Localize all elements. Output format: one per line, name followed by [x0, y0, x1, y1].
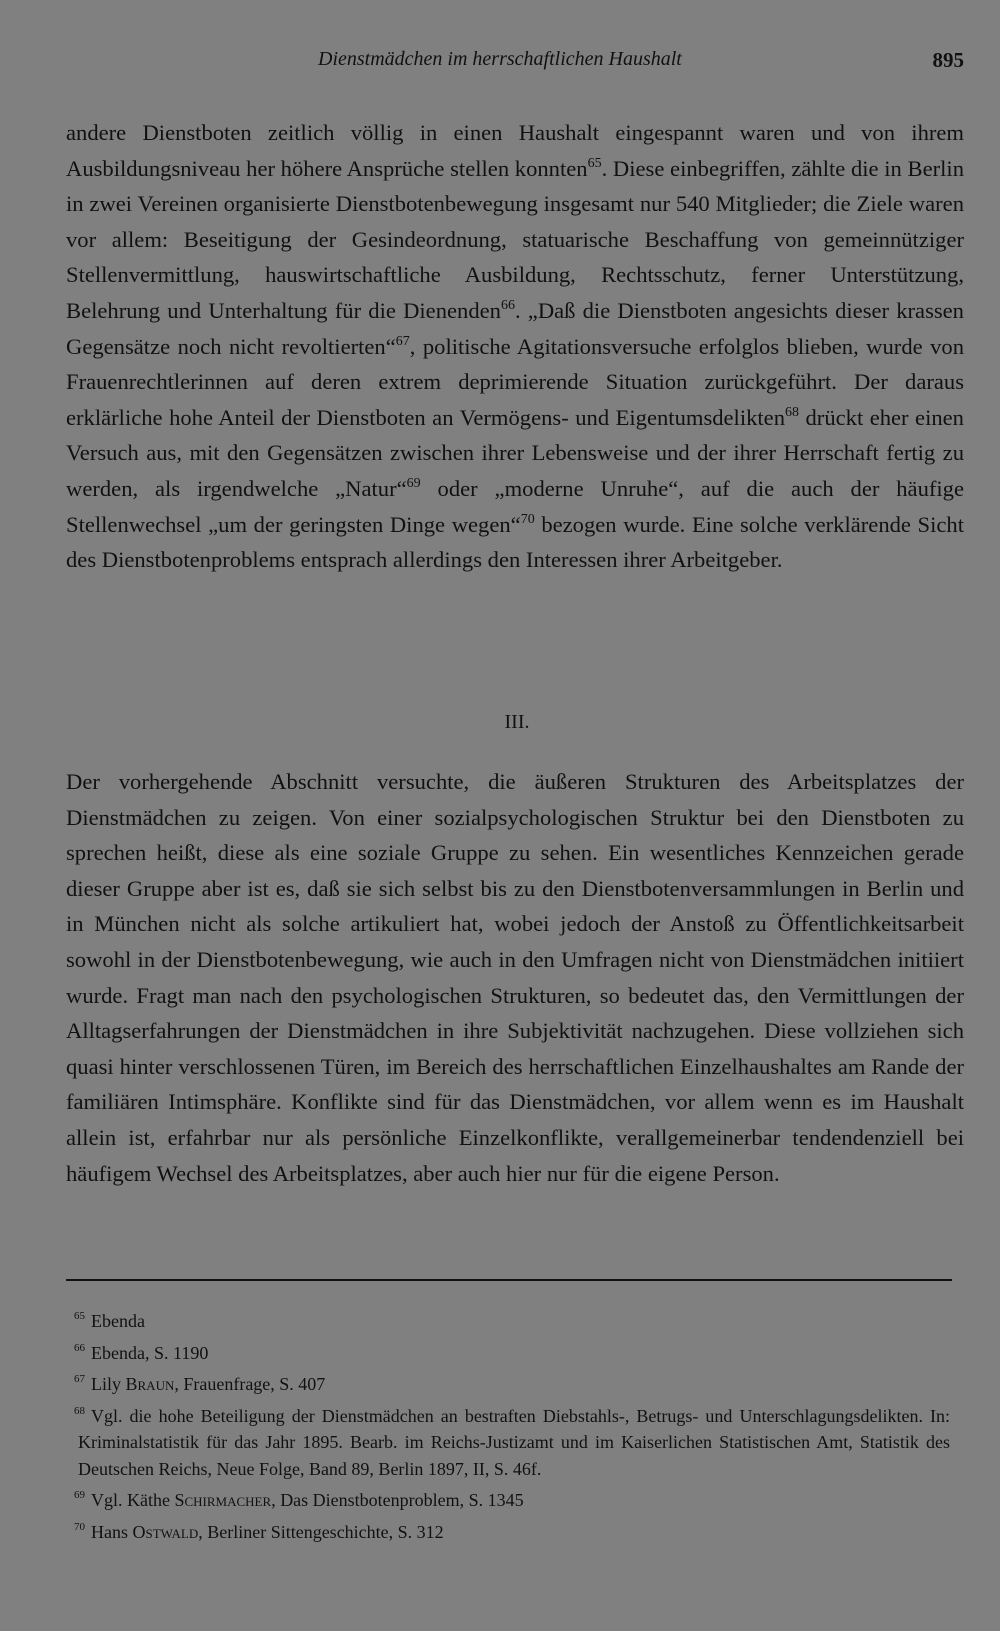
footnote-number: 67	[74, 1373, 85, 1385]
footnote-68	[60, 1398, 950, 1483]
footnote-number: 66	[74, 1341, 85, 1354]
footnote-text-post: , Frauenfrage, S. 407	[174, 1374, 326, 1394]
page-number: 895	[932, 48, 964, 72]
footnote-ref-67: 67	[395, 333, 410, 349]
footnote-divider	[66, 1279, 952, 1281]
footnote-text-pre: Vgl. Käthe	[91, 1490, 175, 1510]
footnote-number: 65	[74, 1310, 85, 1322]
footnote-number: 69	[74, 1489, 85, 1501]
footnotes	[60, 1303, 950, 1545]
paragraph-1-text-3: . „Daß die Dienstboten angesichts dieser krassen Gegensätze noch nicht revoltierten“	[66, 297, 964, 359]
footnote-66	[60, 1335, 950, 1367]
footnote-70	[60, 1514, 950, 1546]
footnote-text: Ebenda	[91, 1311, 145, 1331]
paragraph-1-text-6: oder „moderne Unruhe“, auf die auch der häufige Stellenwechsel „um der geringsten Dinge wegen“	[66, 475, 965, 537]
footnote-ref-66: 66	[500, 297, 515, 313]
footnote-text-post: , Berliner Sittengeschichte, S. 312	[198, 1521, 444, 1542]
paragraph-1-text-5: drückt eher einen Versuch aus, mit den Gegensätzen zwischen ihrer Lebensweise und der ihrer Herrschaft fertig zu werden, als irgendwelche „Natur“	[66, 404, 964, 501]
footnote-ref-69: 69	[406, 475, 421, 491]
footnote-text: Ebenda, S. 1190	[91, 1342, 209, 1363]
paragraph-1-text-2: . Diese einbegriffen, zählte die in Berlin in zwei Vereinen organisierte Dienstbotenbewegung insgesamt nur 540 Mitglieder; die Ziele waren vor allem: Beseitigung der Gesindeordnung, statuarische Beschaffung von gemeinnütziger Stellenvermittlung, hauswirtschaftliche Ausbildung, Rechtsschutz, ferner Unterstützung, Belehrung und Unterhaltung für die Dienenden	[66, 155, 964, 323]
footnote-ref-68: 68	[785, 404, 800, 420]
paragraph-1-text-4: , politische Agitationsversuche erfolglos blieben, wurde von Frauenrechtlerinnen auf deren extrem deprimierende Situation zurückgeführt. Der daraus erklärliche hohe Anteil der Dienstboten an Vermögens- und Eigentumsdelikten	[66, 333, 964, 430]
running-title: Dienstmädchen im herrschaftlichen Haushalt	[318, 48, 682, 70]
body-paragraph-1	[66, 115, 964, 578]
footnote-65	[60, 1303, 950, 1335]
footnote-ref-65: 65	[587, 155, 602, 171]
author-name: Schirmacher	[174, 1490, 272, 1510]
section-heading: III.	[504, 711, 530, 733]
body-paragraph-2: Der vorhergehende Abschnitt versuchte, die äußeren Strukturen des Arbeitsplatzes der Dienstmädchen zu zeigen. Von einer sozialpsychologischen Struktur bei den Dienstboten zu sprechen heißt, diese als eine soziale Gruppe zu sehen. Ein wesentliches Kennzeichen gerade dieser Gruppe aber ist es, daß sie sich selbst bis zu den Dienstbotenversammlungen in Berlin und in München nicht als solche artikuliert hat, wobei jedoch der Anstoß zu Öffentlichkeitsarbeit sowohl in der Dienstbotenbewegung, wie auch in den Umfragen nicht von Dienstmädchen initiiert wurde. Fragt man nach den psychologischen Strukturen, so bedeutet das, den Vermittlungen der Alltagserfahrungen der Dienstmädchen in ihre Subjektivität nachzugehen. Diese vollziehen sich quasi hinter verschlossenen Türen, im Bereich des herrschaftlichen Einzelhaushaltes am Rande der familiären Intimsphäre. Konflikte sind für das Dienstmädchen, vor allem wenn es im Haushalt allein ist, erfahrbar nur als persönliche Einzelkonflikte, verallgemeinerbar tendendenziell bei häufigem Wechsel des Arbeitsplatzes, aber auch hier nur für die eigene Person.	[66, 769, 964, 1186]
footnote-text-pre: Lily	[91, 1374, 126, 1394]
footnote-ref-70: 70	[520, 511, 535, 527]
paragraph-1-text-1: andere Dienstboten zeitlich völlig in einen Haushalt eingespannt waren und von ihrem Ausbildungsniveau her höhere Ansprüche stellen konnten	[66, 120, 964, 181]
footnote-number: 68	[74, 1404, 85, 1417]
running-head	[0, 44, 1000, 84]
footnote-67	[60, 1366, 950, 1398]
author-name: Braun	[125, 1374, 175, 1394]
author-name: Ostwald	[132, 1521, 199, 1542]
footnote-number: 70	[74, 1520, 85, 1533]
footnote-69	[60, 1482, 950, 1514]
paragraph-1-text-7: bezogen wurde. Eine solche verklärende Sicht des Dienstbotenproblems entsprach allerdings den Interessen ihrer Arbeitgeber.	[66, 511, 964, 573]
footnote-text-post: , Das Dienstbotenproblem, S. 1345	[271, 1490, 524, 1510]
footnote-text: Vgl. die hohe Beteiligung der Dienstmädchen an bestraften Diebstahls-, Betrugs- und Unterschlagungsdelikten. In: Kriminalstatistik für das Jahr 1895. Bearb. im Reichs-Justizamt und im Kaiserlichen Statistischen Amt, Statistik des Deutschen Reichs, Neue Folge, Band 89, Berlin 1897, II, S. 46f.	[78, 1405, 950, 1479]
footnote-text-pre: Hans	[91, 1521, 133, 1542]
